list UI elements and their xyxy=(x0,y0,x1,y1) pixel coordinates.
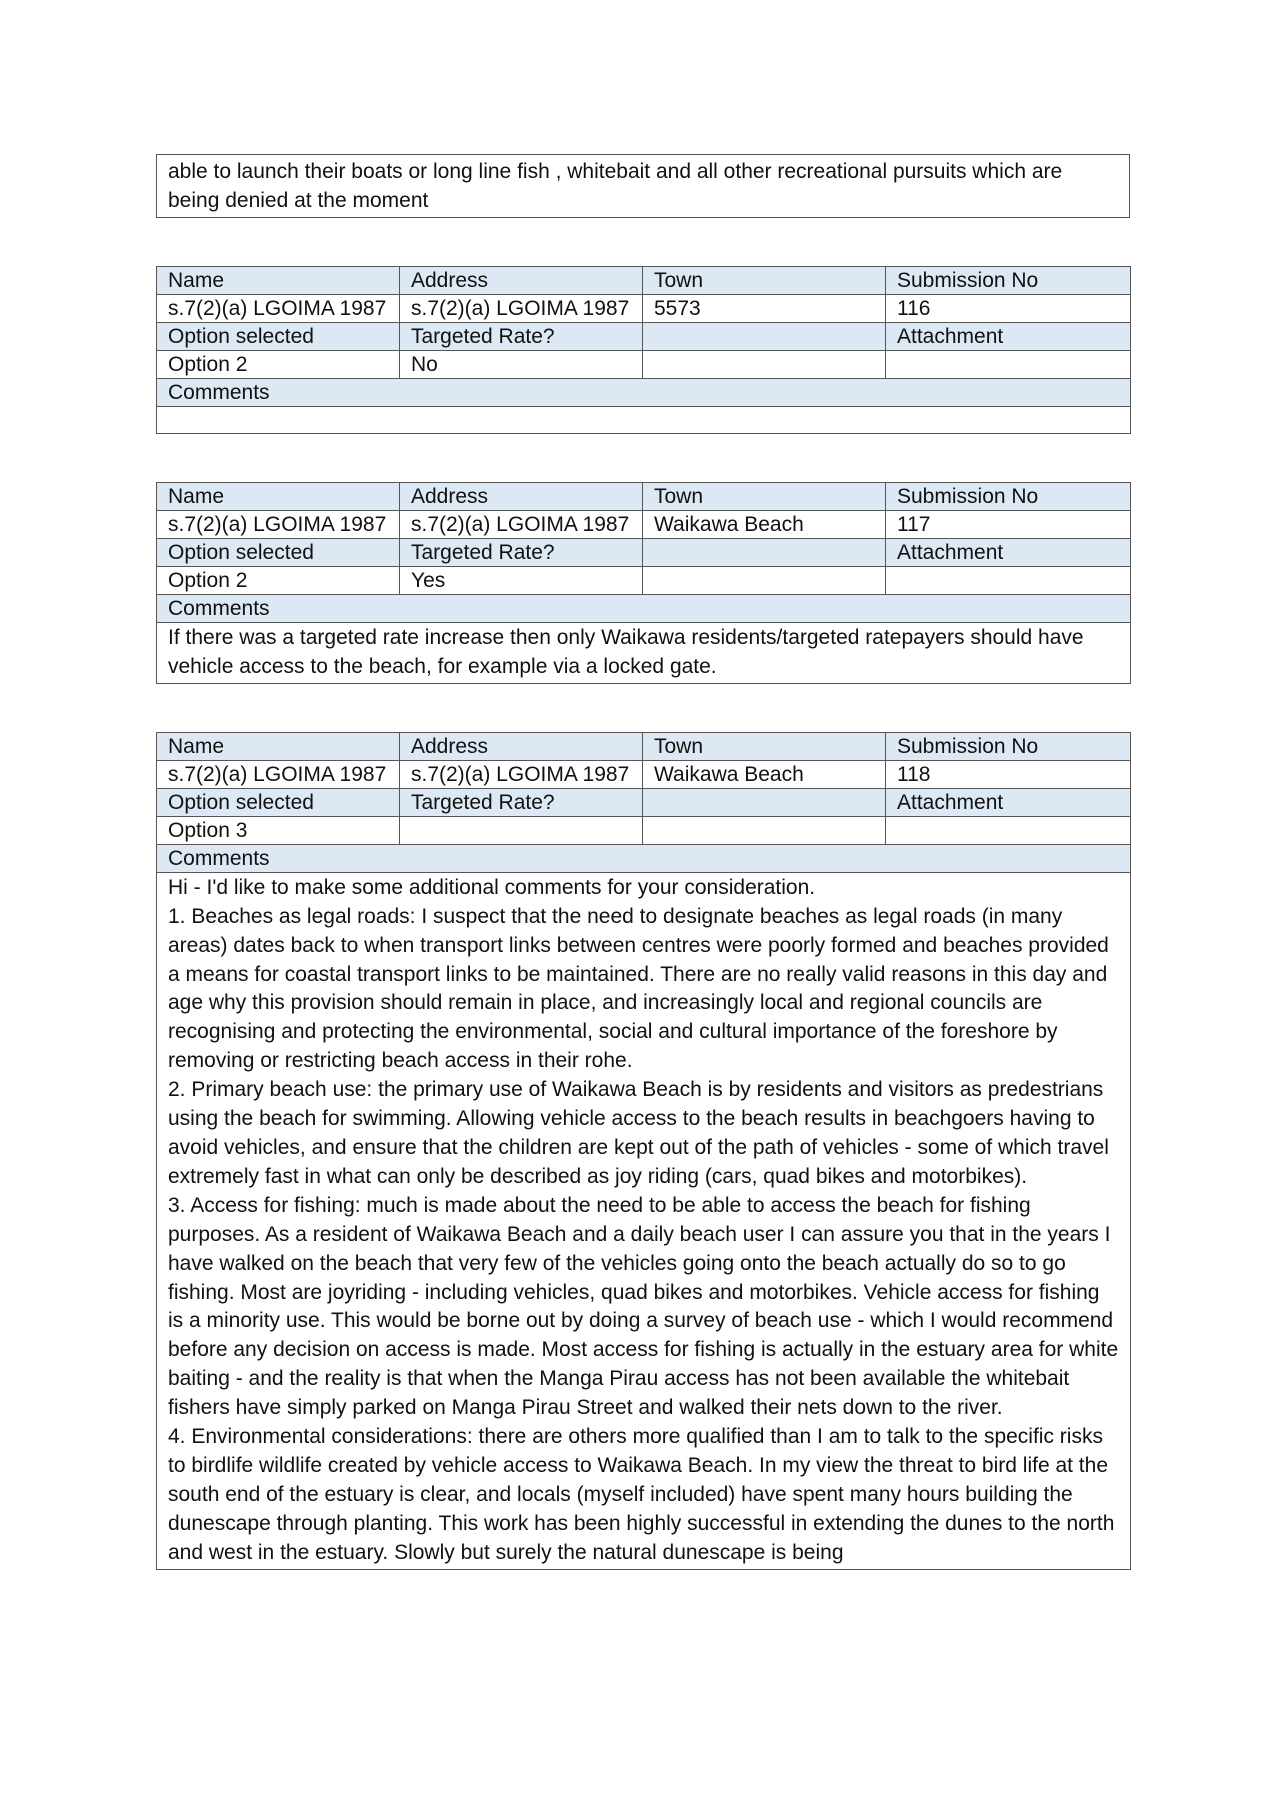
attachment-label: Attachment xyxy=(886,323,1131,351)
comments-header-row xyxy=(157,379,1131,407)
option-value: Option 2 xyxy=(157,351,400,379)
submission-no-label: Submission No xyxy=(886,483,1131,511)
comments-row xyxy=(157,872,1131,1569)
attachment-value xyxy=(886,351,1131,379)
address-label: Address xyxy=(400,483,643,511)
comments-label: Comments xyxy=(157,595,1131,623)
name-label: Name xyxy=(157,267,400,295)
empty-cell xyxy=(643,351,886,379)
option-value: Option 2 xyxy=(157,567,400,595)
option-row xyxy=(157,816,1131,844)
comments-header-row xyxy=(157,595,1131,623)
details-row xyxy=(157,511,1131,539)
address-value: s.7(2)(a) LGOIMA 1987 xyxy=(400,295,643,323)
comments-text xyxy=(157,623,1131,684)
targeted-rate-value: No xyxy=(400,351,643,379)
submission-no-label: Submission No xyxy=(886,267,1131,295)
attachment-label: Attachment xyxy=(886,788,1131,816)
header-row xyxy=(157,267,1131,295)
targeted-rate-label: Targeted Rate? xyxy=(400,323,643,351)
submission-table-118 xyxy=(156,732,1131,1570)
comment-paragraph: 3. Access for fishing: much is made about the need to be able to access the beach for fishing purposes. As a resident of Waikawa Beach and a daily beach user I can assure you that in the years I have walked on the beach that very few of the vehicles going onto the beach actually do so to go fishing. Most are joyriding - including vehicles, quad bikes and motorbikes. Vehicle access for fishing is a minority use. This would be borne out by doing a survey of beach use - which I would recommend before any decision on access is made. Most access for fishing is actually in the estuary area for white baiting - and the reality is that when the Manga Pirau access has not been available the whitebait fishers have simply parked on Manga Pirau Street and walked their nets down to the river. xyxy=(168,1193,1119,1420)
empty-cell xyxy=(643,567,886,595)
comment-paragraph: 2. Primary beach use: the primary use of Waikawa Beach is by residents and visitors as predestrians using the beach for swimming. Allowing vehicle access to the beach results in beachgoers having to avoid vehicles, and ensure that the children are kept out of the path of vehicles - some of which travel extremely fast in what can only be described as joy riding (cars, quad bikes and motorbikes). xyxy=(168,1078,1109,1188)
town-value: 5573 xyxy=(643,295,886,323)
attachment-value xyxy=(886,816,1131,844)
town-label: Town xyxy=(643,732,886,760)
comment-paragraph: Hi - I'd like to make some additional comments for your consideration. xyxy=(168,875,816,899)
town-value: Waikawa Beach xyxy=(643,760,886,788)
address-label: Address xyxy=(400,267,643,295)
comment-paragraph: If there was a targeted rate increase then only Waikawa residents/targeted ratepayers should have vehicle access to the beach, for example via a locked gate. xyxy=(168,626,1084,678)
empty-header-cell xyxy=(643,788,886,816)
targeted-rate-value xyxy=(400,816,643,844)
name-value: s.7(2)(a) LGOIMA 1987 xyxy=(157,760,400,788)
option-selected-label: Option selected xyxy=(157,539,400,567)
header-row xyxy=(157,483,1131,511)
empty-cell xyxy=(643,816,886,844)
name-value: s.7(2)(a) LGOIMA 1987 xyxy=(157,511,400,539)
comment-paragraph: 4. Environmental considerations: there are others more qualified than I am to talk to the specific risks to birdlife wildlife created by vehicle access to Waikawa Beach. In my view the threat to bird life at the south end of the estuary is clear, and locals (myself included) have spent many hours building the dunescape through planting. This work has been highly successful in extending the dunes to the north and west in the estuary. Slowly but surely the natural dunescape is being xyxy=(168,1425,1115,1564)
targeted-rate-value: Yes xyxy=(400,567,643,595)
comments-text xyxy=(157,872,1131,1569)
option-header-row xyxy=(157,323,1131,351)
comments-label: Comments xyxy=(157,379,1131,407)
submission-no-label: Submission No xyxy=(886,732,1131,760)
option-selected-label: Option selected xyxy=(157,788,400,816)
submission-no-value: 117 xyxy=(886,511,1131,539)
empty-header-cell xyxy=(643,323,886,351)
option-selected-label: Option selected xyxy=(157,323,400,351)
town-label: Town xyxy=(643,483,886,511)
comments-header-row xyxy=(157,844,1131,872)
name-label: Name xyxy=(157,732,400,760)
option-header-row xyxy=(157,539,1131,567)
attachment-value xyxy=(886,567,1131,595)
option-value: Option 3 xyxy=(157,816,400,844)
header-row xyxy=(157,732,1131,760)
option-header-row xyxy=(157,788,1131,816)
address-label: Address xyxy=(400,732,643,760)
comments-row xyxy=(157,407,1131,434)
empty-header-cell xyxy=(643,539,886,567)
name-label: Name xyxy=(157,483,400,511)
address-value: s.7(2)(a) LGOIMA 1987 xyxy=(400,511,643,539)
town-label: Town xyxy=(643,267,886,295)
submission-no-value: 118 xyxy=(886,760,1131,788)
details-row xyxy=(157,295,1131,323)
document-page xyxy=(156,154,1130,1618)
comment-paragraph: 1. Beaches as legal roads: I suspect that the need to designate beaches as legal roads (in many areas) dates back to when transport links between centres were poorly formed and beaches provided a means for coastal transport links to be maintained. There are no really valid reasons in this day and age why this provision should remain in place, and increasingly local and regional councils are recognising and protecting the environmental, social and cultural importance of the foreshore by removing or restricting beach access in their rohe. xyxy=(168,904,1109,1073)
attachment-label: Attachment xyxy=(886,539,1131,567)
comments-row xyxy=(157,623,1131,684)
comments-text xyxy=(157,407,1131,434)
address-value: s.7(2)(a) LGOIMA 1987 xyxy=(400,760,643,788)
targeted-rate-label: Targeted Rate? xyxy=(400,539,643,567)
option-row xyxy=(157,351,1131,379)
option-row xyxy=(157,567,1131,595)
continued-comment-text: able to launch their boats or long line fish , whitebait and all other recreational pursuits which are being denied at the moment xyxy=(168,160,1063,212)
targeted-rate-label: Targeted Rate? xyxy=(400,788,643,816)
submission-table-116 xyxy=(156,266,1131,434)
continued-comment-box xyxy=(156,154,1130,218)
submission-no-value: 116 xyxy=(886,295,1131,323)
submission-table-117 xyxy=(156,482,1131,684)
name-value: s.7(2)(a) LGOIMA 1987 xyxy=(157,295,400,323)
comments-label: Comments xyxy=(157,844,1131,872)
details-row xyxy=(157,760,1131,788)
town-value: Waikawa Beach xyxy=(643,511,886,539)
